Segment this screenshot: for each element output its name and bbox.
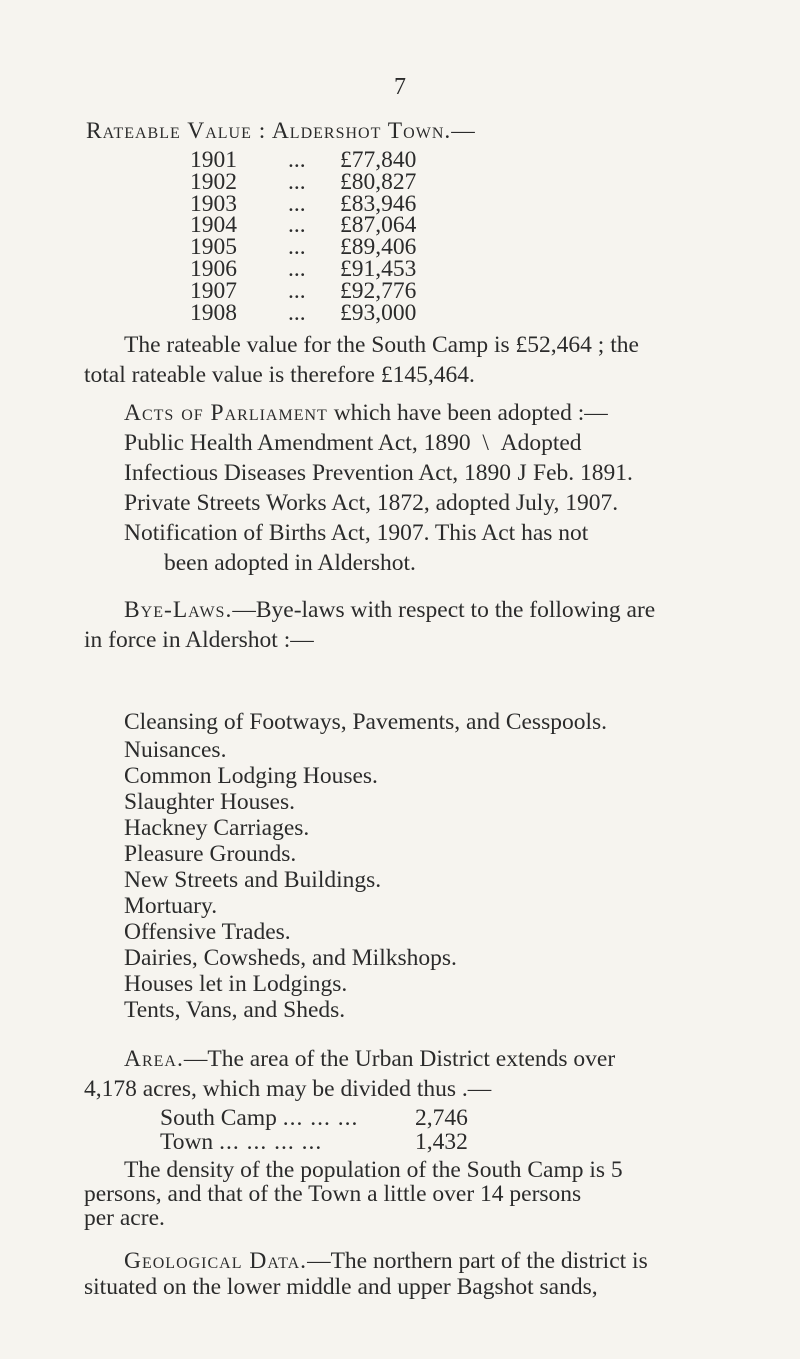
acts-of-parliament-section: Acts of Parliament which have been adopted :— Public Health Amendment Act, 1890 \ Adopted Infectious Diseases Prevention Act, 1890 J Feb. 1891. Private Streets Works Act, 1872, adopted July, 1907. Notification of Births Act, 1907. This Act has not been adopted in Aldershot.: [84, 398, 774, 578]
area-table: [160, 1106, 468, 1154]
table-row: 1902 ... £80,827: [190, 168, 417, 195]
list-item: Nuisances.: [124, 737, 227, 763]
list-item: Pleasure Grounds.: [124, 841, 297, 867]
rateable-value-heading: Rateable Value : Aldershot Town.—: [86, 118, 476, 144]
table-row: 1908 ... £93,000: [190, 299, 417, 326]
bye-laws-list: [124, 707, 607, 1023]
area-heading: Area.: [124, 1046, 184, 1072]
list-item: Cleansing of Footways, Pavements, and Cesspools.: [124, 709, 608, 735]
bye-laws-section: Bye-Laws.—Bye-laws with respect to the following are in force in Aldershot :—: [84, 597, 656, 653]
table-row: 1905 ... £89,406: [190, 234, 417, 261]
page-number: 7: [394, 74, 406, 100]
geological-data-section: Geological Data.—The northern part of the district is situated on the lower middle and upper Bagshot sands,: [84, 1248, 648, 1300]
list-item: Houses let in Lodgings.: [124, 971, 348, 997]
list-item: Tents, Vans, and Sheds.: [124, 997, 346, 1023]
brace-mark: J: [517, 460, 527, 486]
table-row: 1906 ... £91,453: [190, 255, 417, 282]
act-line: Public Health Amendment Act, 1890 \ Adopted: [124, 430, 582, 456]
list-item: Mortuary.: [124, 893, 218, 919]
act-line: Private Streets Works Act, 1872, adopted July, 1907.: [124, 490, 619, 516]
list-item: Hackney Carriages.: [124, 815, 310, 841]
act-line: Notification of Births Act, 1907. This Act has not: [124, 520, 589, 546]
list-item: Dairies, Cowsheds, and Milkshops.: [124, 945, 457, 971]
table-row: Town ... ... ... ... 1,432: [160, 1129, 468, 1155]
act-line: been adopted in Aldershot.: [164, 550, 416, 576]
table-row: 1901 ... £77,840: [190, 147, 417, 173]
table-row: 1903 ... £83,946: [190, 190, 417, 217]
geology-heading: Geological Data.: [124, 1248, 308, 1274]
list-item: New Streets and Buildings.: [124, 867, 382, 893]
table-row: South Camp ... ... ... 2,746: [160, 1105, 468, 1131]
rateable-value-table: [190, 147, 417, 326]
bye-laws-heading: Bye-Laws.: [124, 597, 233, 623]
list-item: Common Lodging Houses.: [124, 763, 378, 789]
rateable-total-note: The rateable value for the South Camp is £52,464 ; the total rateable value is therefore £145,464.: [84, 332, 639, 388]
list-item: Offensive Trades.: [124, 919, 291, 945]
brace-mark: \: [482, 430, 489, 456]
density-paragraph: The density of the population of the South Camp is 5 persons, and that of the Town a little over 14 persons per acre.: [84, 1157, 623, 1231]
acts-heading: Acts of Parliament: [124, 400, 328, 426]
area-section: Area.—The area of the Urban District extends over 4,178 acres, which may be divided thus .—: [84, 1046, 616, 1102]
table-row: 1904 ... £87,064: [190, 212, 417, 239]
act-line: Infectious Diseases Prevention Act, 1890 J Feb. 1891.: [124, 460, 633, 486]
list-item: Slaughter Houses.: [124, 789, 296, 815]
table-row: 1907 ... £92,776: [190, 277, 417, 304]
